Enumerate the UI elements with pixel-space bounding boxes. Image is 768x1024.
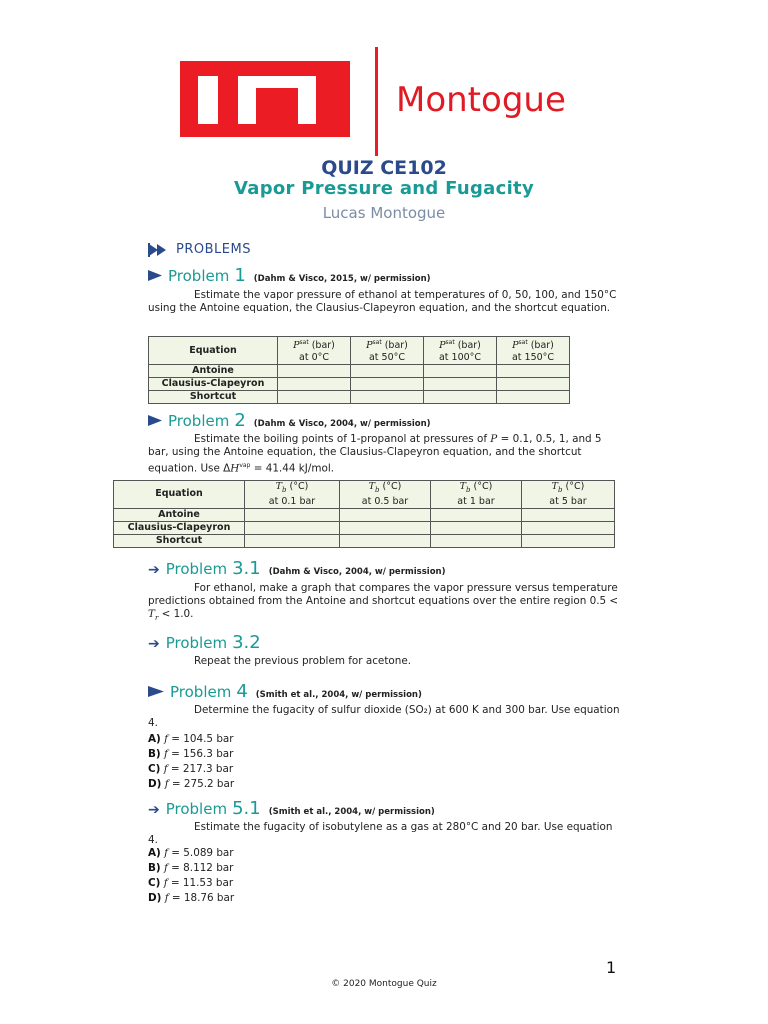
problem-4-text: Determine the fugacity of sulfur dioxide (SO₂) at 600 K and 300 bar. Use equation 4. [148,704,620,729]
logo-mark [180,61,350,137]
page-number: 1 [606,958,617,977]
brand-name: Montogue [396,80,566,120]
problem-source: (Dahm & Visco, 2004, w/ permission) [253,419,431,429]
problem-2-text: Estimate the boiling points of 1-propanol at pressures of P = 0.1, 0.5, 1, and 5 bar, using the Antoine equation, the Clausius-Clapeyron equation, and the shortcut equation. Use $\Delta H^{vap} = 41.44$ kJ/mol. [148,433,602,475]
arrow-right-icon: ➔ [148,802,160,818]
triangle-bullet-icon [148,415,162,426]
problem-2-heading [148,410,431,431]
arrow-right-icon: ➔ [148,636,160,652]
problem-source: (Smith et al., 2004, w/ permission) [255,690,422,700]
problem-source: (Dahm & Visco, 2015, w/ permission) [253,274,431,284]
table-header-cell: $T_b$ (°C) at 0.5 bar [340,481,431,509]
logo-divider [375,47,378,156]
problem-label: Problem [165,800,228,818]
problem-source: (Dahm & Visco, 2004, w/ permission) [268,567,446,577]
problem-number: 5.1 [232,798,261,819]
problem-label: Problem [170,683,232,701]
problem-1-heading [148,265,431,286]
double-chevron-icon [148,243,170,257]
answer-option: B) f = 8.112 bar [148,862,234,874]
problems-heading-label: PROBLEMS [176,242,251,257]
answer-option: C) f = 11.53 bar [148,877,234,889]
problem-number: 1 [234,265,246,286]
problem-1-table [148,336,570,404]
problem-number: 4 [236,681,248,702]
table-header-cell: $T_b$ (°C) at 5 bar [522,481,615,509]
answer-option: D) f = 18.76 bar [148,892,235,904]
arrow-right-icon: ➔ [148,562,160,578]
problem-2-table [113,480,615,548]
triangle-bullet-icon [148,686,164,697]
quiz-title: QUIZ CE102 [321,157,447,179]
problem-3-1-text: For ethanol, make a graph that compares the vapor pressure versus temperature predictions obtained from the Antoine and shortcut equations over the entire region $0.5 < T_r < 1.0$. [148,582,619,623]
problem-source: (Smith et al., 2004, w/ permission) [268,807,435,817]
table-corner: Equation [114,481,245,509]
answer-option: A) f = 104.5 bar [148,733,234,745]
table-header-cell: $T_b$ (°C) at 0.1 bar [245,481,340,509]
quiz-subtitle: Vapor Pressure and Fugacity [234,178,534,199]
problem-number: 3.2 [232,632,261,653]
problem-number: 3.1 [232,558,261,579]
author: Lucas Montogue [322,204,446,222]
problem-label: Problem [165,560,228,578]
answer-option: B) f = 156.3 bar [148,748,234,760]
table-row: Clausius-Clapeyron [149,378,570,391]
table-row: Antoine [114,508,615,521]
answer-option: D) f = 275.2 bar [148,778,235,790]
table-corner: Equation [149,337,278,365]
problem-3-2-text: Repeat the previous problem for acetone. [194,655,412,667]
answer-option: A) f = 5.089 bar [148,847,234,859]
table-header-cell: $P^{sat}$ (bar) at 100°C [424,337,497,365]
problem-3-2-heading [148,632,261,653]
footer: © 2020 Montogue Quiz [331,979,437,989]
problem-label: Problem [168,412,230,430]
problem-1-text: Estimate the vapor pressure of ethanol at temperatures of 0, 50, 100, and 150°C using the Antoine equation, the Clausius-Clapeyron equation, and the shortcut equation. [148,289,617,314]
problem-number: 2 [234,410,246,431]
triangle-bullet-icon [148,270,162,281]
table-header-cell: $P^{sat}$ (bar) at 50°C [351,337,424,365]
table-row: Shortcut [114,534,615,547]
problem-4-heading [148,681,422,702]
problem-label: Problem [168,267,230,285]
table-header-cell: $P^{sat}$ (bar) at 0°C [278,337,351,365]
table-row: Clausius-Clapeyron [114,521,615,534]
answer-option: C) f = 217.3 bar [148,763,234,775]
table-header-cell: $P^{sat}$ (bar) at 150°C [497,337,570,365]
problems-heading [148,242,251,257]
table-header-cell: $T_b$ (°C) at 1 bar [431,481,522,509]
table-row: Antoine [149,365,570,378]
problem-label: Problem [165,634,228,652]
problem-3-1-heading [148,558,445,579]
problem-5-1-heading [148,798,435,819]
table-row: Shortcut [149,391,570,404]
problem-5-1-text: Estimate the fugacity of isobutylene as a gas at 280°C and 20 bar. Use equation 4. [148,821,613,846]
